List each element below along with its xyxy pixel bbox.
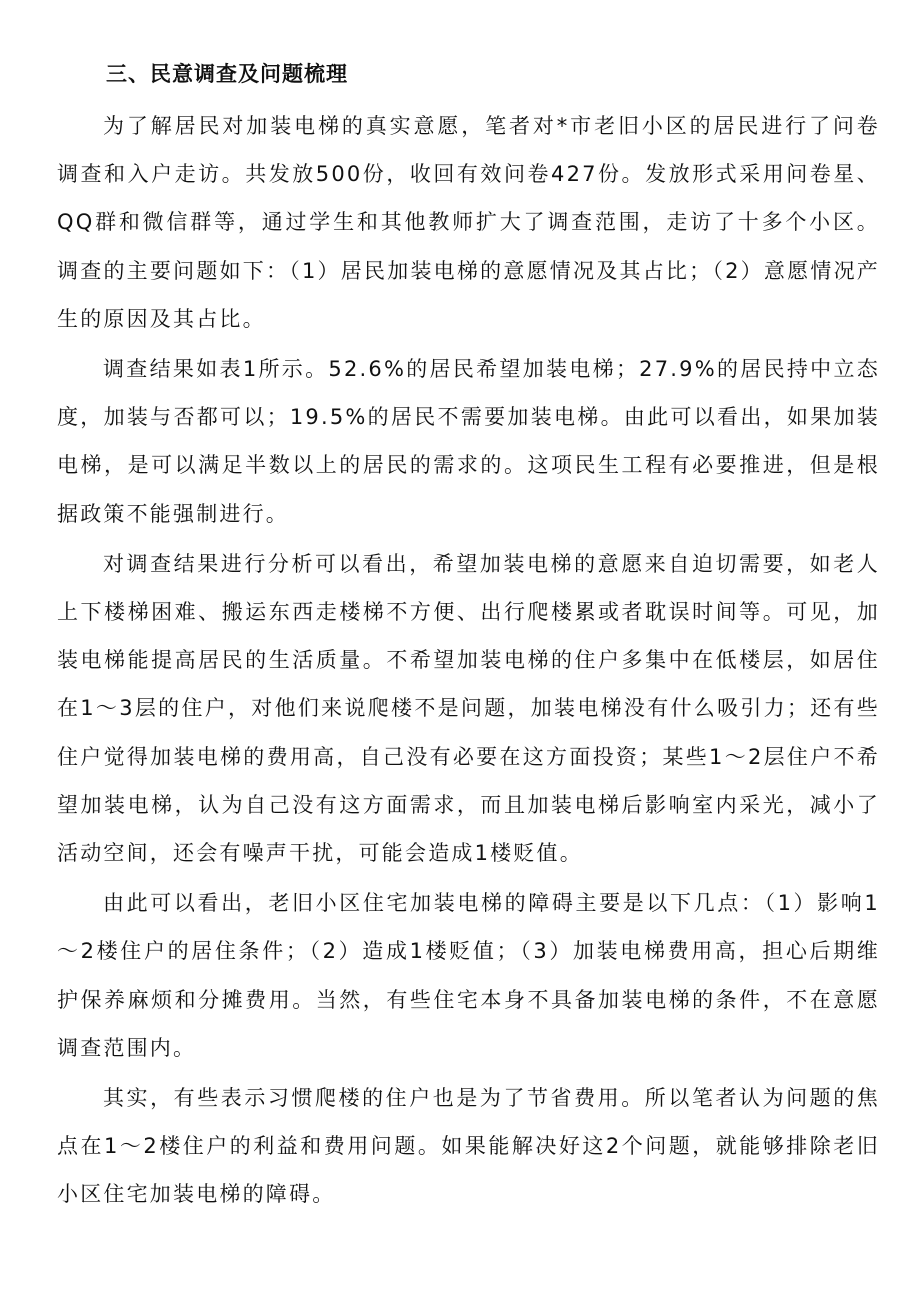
paragraph-main-obstacles: 由此可以看出，老旧小区住宅加装电梯的障碍主要是以下几点：（1）影响1～2楼住户的居住条件；（2）造成1楼贬值；（3）加装电梯费用高，担心后期维护保养麻烦和分摊费用。当然，有些住宅本身不具备加装电梯的条件，不在意愿调查范围内。 — [57, 891, 880, 1060]
paragraph-conclusion: 其实，有些表示习惯爬楼的住户也是为了节省费用。所以笔者认为问题的焦点在1～2楼住户的利益和费用问题。如果能解决好这2个问题，就能够排除老旧小区住宅加装电梯的障碍。 — [57, 1086, 880, 1207]
section-heading: 三、民意调查及问题梳理 — [106, 62, 348, 86]
paragraph-survey-results: 调查结果如表1所示。52.6%的居民希望加装电梯；27.9%的居民持中立态度，加装与否都可以；19.5%的居民不需要加装电梯。由此可以看出，如果加装电梯，是可以满足半数以上的居民的需求的。这项民生工程有必要推进，但是根据政策不能强制进行。 — [57, 357, 880, 526]
paragraph-survey-overview: 为了解居民对加装电梯的真实意愿，笔者对*市老旧小区的居民进行了问卷调查和入户走访。共发放500份，收回有效问卷427份。发放形式采用问卷星、QQ群和微信群等，通过学生和其他教师扩大了调查范围，走访了十多个小区。调查的主要问题如下：（1）居民加装电梯的意愿情况及其占比；（2）意愿情况产生的原因及其占比。 — [57, 114, 880, 331]
paragraph-result-analysis: 对调查结果进行分析可以看出，希望加装电梯的意愿来自迫切需要，如老人上下楼梯困难、搬运东西走楼梯不方便、出行爬楼累或者耽误时间等。可见，加装电梯能提高居民的生活质量。不希望加装电梯的住户多集中在低楼层，如居住在1～3层的住户，对他们来说爬楼不是问题，加装电梯没有什么吸引力；还有些住户觉得加装电梯的费用高，自己没有必要在这方面投资；某些1～2层住户不希望加装电梯，认为自己没有这方面需求，而且加装电梯后影响室内采光，减小了活动空间，还会有噪声干扰，可能会造成1楼贬值。 — [57, 551, 880, 866]
